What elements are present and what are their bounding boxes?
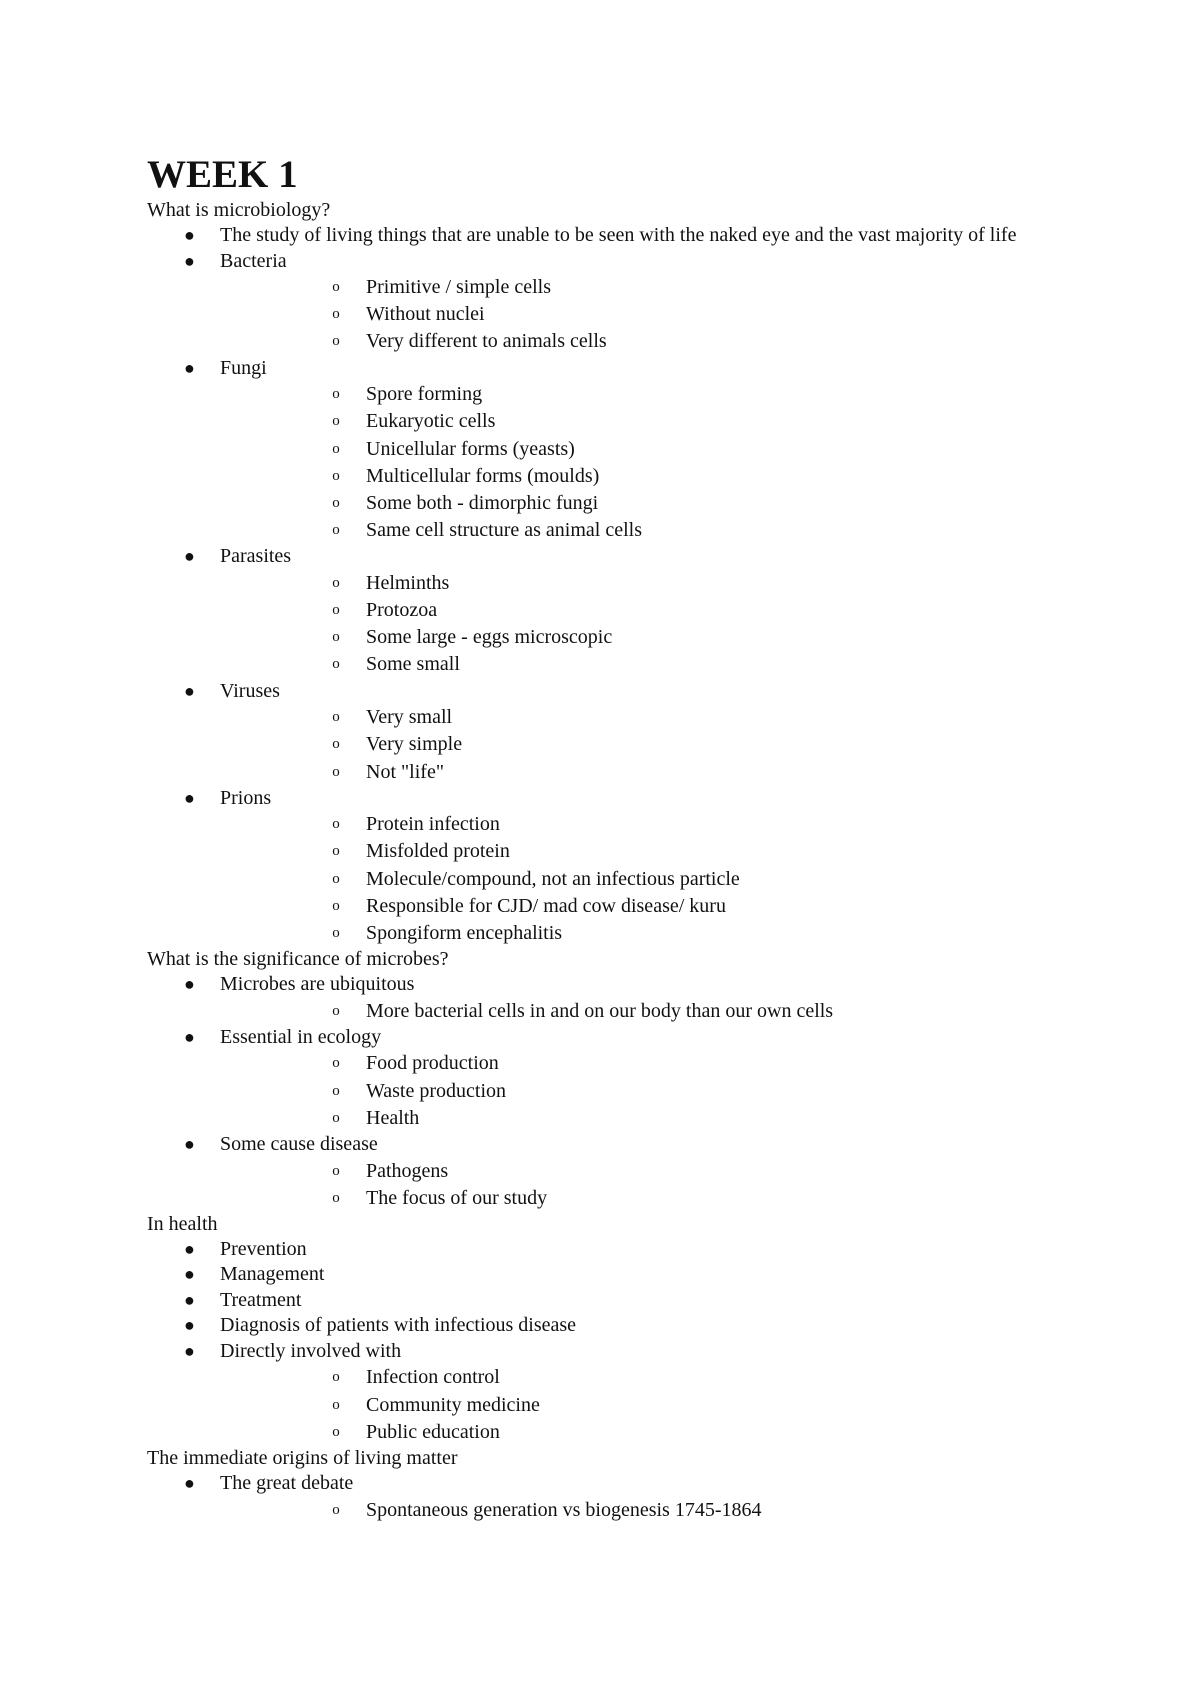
list-item-text: Prevention [220,1237,307,1260]
hollow-bullet-icon: o [332,816,340,833]
sub-bullet-list [220,1364,1067,1446]
sub-list-item-text: Not "life" [366,760,444,783]
list-item-text: Viruses [220,679,280,702]
hollow-bullet-icon: o [332,763,340,780]
sub-list-item [220,1078,1067,1105]
hollow-bullet-icon: o [332,1162,340,1179]
list-item-text: Diagnosis of patients with infectious disease [220,1314,577,1337]
sub-list-item [220,811,1067,838]
list-item [147,1132,1067,1212]
sub-list-item-text: Waste production [366,1079,507,1102]
sub-list-item [220,408,1067,435]
hollow-bullet-icon: o [332,306,340,323]
hollow-bullet-icon: o [332,1369,340,1386]
sub-list-item-text: More bacterial cells in and on our body than our own cells [366,999,834,1022]
sub-bullet-list [220,570,1067,679]
sub-list-item-text: Misfolded protein [366,840,510,863]
hollow-bullet-icon: o [332,467,340,484]
list-item [147,1313,1067,1339]
sub-list-item [220,893,1067,920]
list-item [147,1288,1067,1314]
sub-bullet-list [220,1050,1067,1132]
sub-list-item [220,1105,1067,1132]
list-item [147,1339,1067,1446]
list-item [147,223,1067,249]
sub-list-item [220,759,1067,786]
bullet-icon: ● [184,225,195,245]
sub-list-item-text: Same cell structure as animal cells [366,519,643,542]
sub-list-item-text: Very different to animals cells [366,330,607,353]
hollow-bullet-icon: o [332,629,340,646]
list-item-text: Fungi [220,356,267,379]
hollow-bullet-icon: o [332,1055,340,1072]
list-item [147,249,1067,356]
sub-list-item [220,328,1067,355]
list-item-text: The great debate [220,1472,354,1495]
hollow-bullet-icon: o [332,494,340,511]
hollow-bullet-icon: o [332,1082,340,1099]
bullet-list [147,972,1067,1212]
bullet-icon: ● [184,1315,195,1336]
list-item-text: Bacteria [220,249,287,272]
list-item [147,1025,1067,1132]
hollow-bullet-icon: o [332,279,340,295]
list-item-text: Parasites [220,545,292,568]
sub-list-item-text: Molecule/compound, not an infectious particle [366,867,740,890]
bullet-icon: ● [184,974,195,995]
bullet-icon: ● [184,1026,195,1047]
list-item-text: Microbes are ubiquitous [220,973,415,996]
hollow-bullet-icon: o [332,897,340,914]
page-title: WEEK 1 [147,153,298,196]
hollow-bullet-icon: o [332,925,340,942]
bullet-icon: ● [184,1473,195,1494]
bullet-icon: ● [184,1238,195,1259]
sub-list-item [220,436,1067,463]
document-body [147,198,1067,1524]
hollow-bullet-icon: o [332,1501,340,1518]
sub-list-item [220,1364,1067,1391]
sub-list-item-text: Pathogens [366,1159,449,1182]
sub-list-item-text: Infection control [366,1366,500,1389]
section-heading: What is the significance of microbes? [147,948,449,971]
list-item [147,1237,1067,1263]
hollow-bullet-icon: o [332,602,340,619]
sub-list-item-text: Spore forming [366,383,483,406]
sub-list-item [220,301,1067,328]
sub-bullet-list [220,704,1067,786]
sub-list-item-text: Primitive / simple cells [366,276,551,298]
hollow-bullet-icon: o [332,843,340,860]
sub-list-item-text: Some large - eggs microscopic [366,626,613,649]
sub-list-item [220,920,1067,947]
section-heading: In health [147,1212,218,1235]
hollow-bullet-icon: o [332,709,340,726]
list-item-text: Directly involved with [220,1339,402,1362]
hollow-bullet-icon: o [332,1109,340,1126]
sub-list-item-text: Some small [366,653,460,676]
section-heading: The immediate origins of living matter [147,1447,458,1470]
hollow-bullet-icon: o [332,522,340,539]
bullet-icon: ● [184,546,195,567]
sub-list-item [220,1419,1067,1446]
bullet-icon: ● [184,357,195,378]
sub-list-item-text: Spongiform encephalitis [366,922,563,945]
sub-list-item-text: Food production [366,1052,499,1075]
sub-list-item-text: Protein infection [366,813,500,836]
hollow-bullet-icon: o [332,1396,340,1413]
sub-list-item-text: Responsible for CJD/ mad cow disease/ kuru [366,894,726,917]
list-item [147,679,1067,786]
sub-list-item [220,517,1067,544]
list-item-text: Some cause disease [220,1133,378,1156]
document-page [147,152,1067,1524]
sub-list-item-text: Public education [366,1420,500,1443]
sub-list-item [220,597,1067,624]
sub-list-item [220,463,1067,490]
sub-list-item [220,381,1067,408]
bullet-icon: ● [184,680,195,701]
list-item [147,356,1067,545]
hollow-bullet-icon: o [332,440,340,457]
bullet-icon: ● [184,1264,195,1285]
list-item-text: Prions [220,786,272,809]
hollow-bullet-icon: o [332,1189,340,1206]
sub-bullet-list [220,1158,1067,1212]
sub-bullet-list [220,811,1067,947]
sub-list-item-text: Spontaneous generation vs biogenesis 1745-1864 [366,1498,762,1521]
bullet-icon: ● [184,250,195,271]
sub-bullet-list [220,1497,1067,1524]
hollow-bullet-icon: o [332,870,340,887]
sub-list-item [220,570,1067,597]
sub-list-item-text: Very small [366,706,453,729]
list-item-text: Management [220,1263,325,1286]
sub-list-item-text: Health [366,1106,420,1129]
list-item [147,972,1067,1025]
sub-list-item [220,1497,1067,1524]
list-item-text: The study of living things that are unable to be seen with the naked eye and the vast majority of life [220,224,1017,246]
sub-list-item-text: Unicellular forms (yeasts) [366,437,575,460]
sub-list-item [220,1158,1067,1185]
sub-bullet-list [220,381,1067,544]
sub-list-item [220,1185,1067,1212]
sub-list-item [220,274,1067,301]
list-item [147,1262,1067,1288]
sub-list-item-text: The focus of our study [366,1186,548,1209]
sub-list-item-text: Without nuclei [366,303,485,326]
bullet-icon: ● [184,1134,195,1155]
sub-list-item [220,731,1067,758]
hollow-bullet-icon: o [332,386,340,403]
sub-list-item [220,998,1067,1025]
list-item [147,786,1067,948]
sub-list-item [220,1392,1067,1419]
hollow-bullet-icon: o [332,656,340,673]
sub-list-item-text: Helminths [366,571,450,594]
hollow-bullet-icon: o [332,413,340,430]
sub-list-item [220,1050,1067,1077]
bullet-list [147,223,1067,947]
sub-list-item [220,704,1067,731]
sub-list-item-text: Community medicine [366,1393,540,1416]
sub-bullet-list [220,274,1067,356]
sub-bullet-list [220,998,1067,1025]
list-item-text: Treatment [220,1288,302,1311]
bullet-icon: ● [184,1289,195,1310]
bullet-list [147,1471,1067,1524]
sub-list-item [220,490,1067,517]
bullet-icon: ● [184,787,195,808]
sub-list-item-text: Protozoa [366,599,438,622]
sub-list-item [220,651,1067,678]
hollow-bullet-icon: o [332,574,340,591]
section-heading: What is microbiology? [147,199,331,221]
sub-list-item-text: Some both - dimorphic fungi [366,491,599,514]
bullet-list [147,1237,1067,1446]
sub-list-item [220,866,1067,893]
hollow-bullet-icon: o [332,1423,340,1440]
sub-list-item [220,624,1067,651]
sub-list-item [220,838,1067,865]
sub-list-item-text: Multicellular forms (moulds) [366,464,600,487]
bullet-icon: ● [184,1340,195,1361]
list-item [147,1471,1067,1524]
hollow-bullet-icon: o [332,1002,340,1019]
sub-list-item-text: Eukaryotic cells [366,410,496,433]
list-item [147,544,1067,678]
sub-list-item-text: Very simple [366,733,463,756]
list-item-text: Essential in ecology [220,1025,382,1048]
hollow-bullet-icon: o [332,736,340,753]
hollow-bullet-icon: o [332,333,340,350]
